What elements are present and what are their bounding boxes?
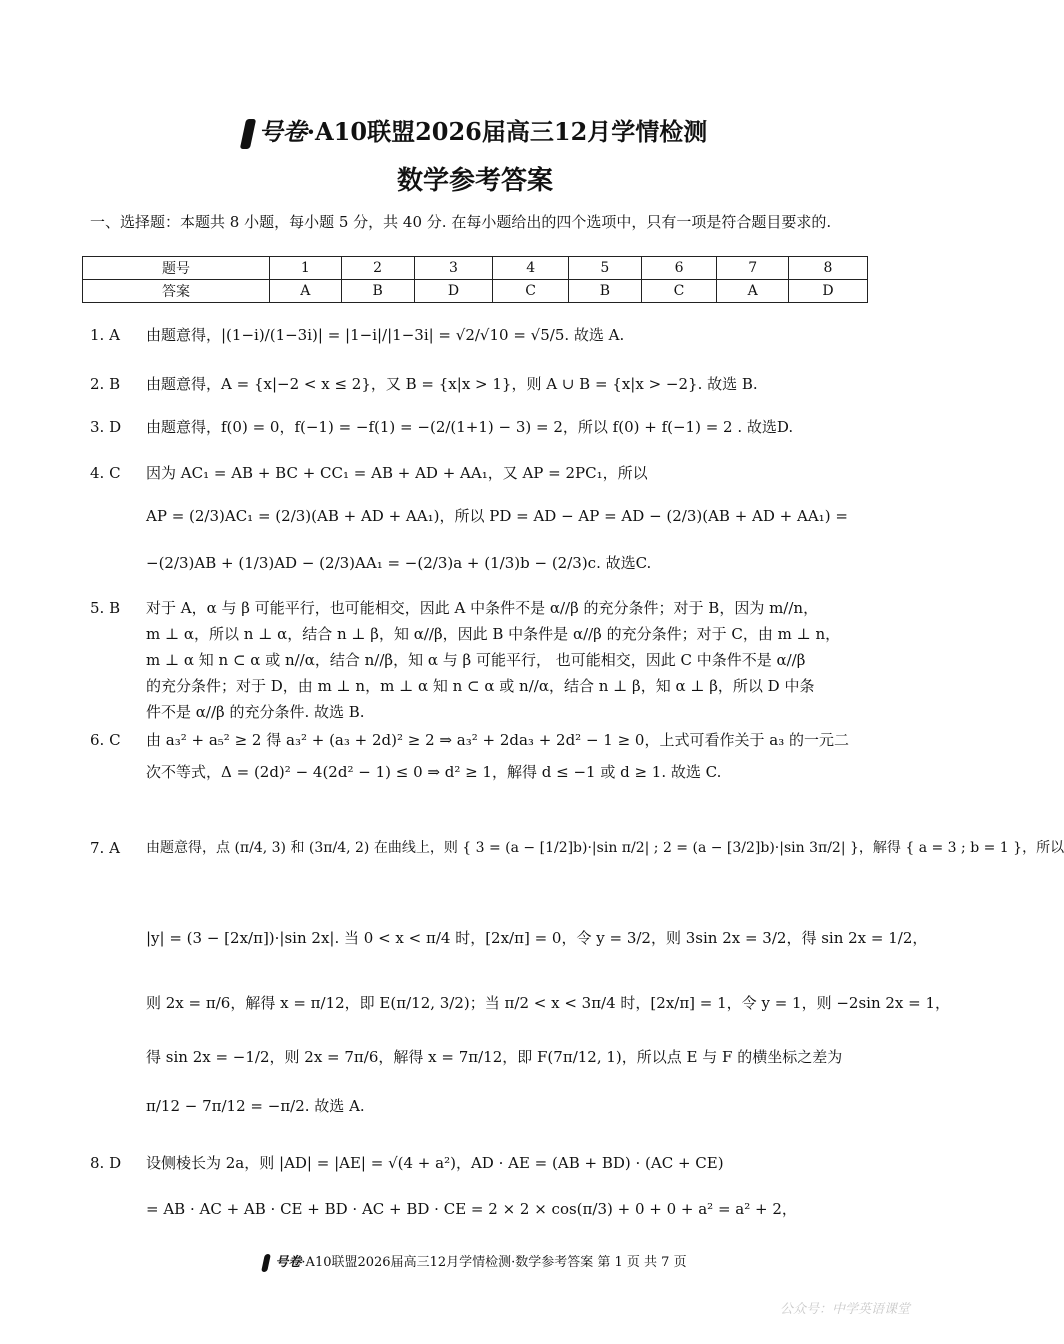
table-cell: D <box>414 280 493 303</box>
footer-text: ·A10联盟2026届高三12月学情检测·数学参考答案 第 1 页 共 7 页 <box>301 1255 687 1270</box>
solution-5-line: 的充分条件；对于 D，由 m ⊥ n，m ⊥ α 知 n ⊂ α 或 n//α，结合 n ⊥ β，知 α ⊥ β，所以 D 中条 <box>146 677 815 695</box>
answer-table <box>82 256 868 303</box>
solution-8-number: 8. D <box>90 1154 122 1172</box>
footer-logo-icon <box>261 1254 271 1272</box>
solution-1-number: 1. A <box>90 326 120 344</box>
solution-7-line: π/12 − 7π/12 = −π/2. 故选 A. <box>146 1097 365 1115</box>
solution-6-line: 次不等式，Δ = (2d)² − 4(2d² − 1) ≤ 0 ⇒ d² ≥ 1，解得 d ≤ −1 或 d ≥ 1. 故选 C. <box>146 763 722 781</box>
solution-5-line: 对于 A，α 与 β 可能平行，也可能相交，因此 A 中条件不是 α//β 的充分条件；对于 B，因为 m//n， <box>146 599 819 617</box>
brand-logo-icon <box>240 119 256 149</box>
solution-4-line: 因为 AC₁ = AB + BC + CC₁ = AB + AD + AA₁，又 AP = 2PC₁，所以 <box>146 464 648 482</box>
table-cell: 7 <box>717 257 789 280</box>
table-cell: 4 <box>493 257 569 280</box>
table-cell: C <box>641 280 717 303</box>
table-cell: A <box>717 280 789 303</box>
solution-6-line: 由 a₃² + a₅² ≥ 2 得 a₃² + (a₃ + 2d)² ≥ 2 ⇒ a₃² + 2da₃ + 2d² − 1 ≥ 0，上式可看作关于 a₃ 的一元二 <box>146 731 849 749</box>
table-cell: 5 <box>568 257 641 280</box>
brand-logo-text: 号卷 <box>258 117 307 146</box>
solution-1-text: 由题意得，|(1−i)/(1−3i)| = |1−i|/|1−3i| = √2/√10 = √5/5. 故选 A. <box>146 326 625 344</box>
solution-5-number: 5. B <box>90 599 121 617</box>
section-heading: 一、选择题：本题共 8 小题，每小题 5 分，共 40 分. 在每小题给出的四个选项中，只有一项是符合题目要求的. <box>90 213 832 231</box>
page-subtitle: 数学参考答案 <box>396 166 553 196</box>
page-footer <box>0 1251 950 1272</box>
page-title <box>0 112 950 149</box>
solution-3-number: 3. D <box>90 418 122 436</box>
solution-7-number: 7. A <box>90 839 120 857</box>
solution-7-line: 由题意得，点 (π/4, 3) 和 (3π/4, 2) 在曲线上，则 { 3 = (a − [1/2]b)·|sin π/2| ; 2 = (a − [3/2]b)·|sin 3π/2| }，解得 { a = 3 ; b = 1 }，所以 <box>146 840 1064 856</box>
table-cell: 8 <box>789 257 868 280</box>
solution-4-number: 4. C <box>90 464 121 482</box>
solution-4-line: AP = (2/3)AC₁ = (2/3)(AB + AD + AA₁)，所以 PD = AD − AP = AD − (2/3)(AB + AD + AA₁) = <box>146 507 848 525</box>
table-cell: D <box>789 280 868 303</box>
solution-8-line: 设侧棱长为 2a，则 |AD| = |AE| = √(4 + a²)，AD · AE = (AB + BD) · (AC + CE) <box>146 1154 724 1172</box>
solution-2-number: 2. B <box>90 375 121 393</box>
solution-5-line: 件不是 α//β 的充分条件. 故选 B. <box>146 703 365 721</box>
solution-6-number: 6. C <box>90 731 121 749</box>
table-cell: B <box>341 280 414 303</box>
solution-5-line: m ⊥ α 知 n ⊂ α 或 n//α，结合 n//β，知 α 与 β 可能平行， 也可能相交，因此 C 中条件不是 α//β <box>146 651 806 669</box>
table-row-answers <box>83 280 868 303</box>
table-cell: C <box>493 280 569 303</box>
solution-2-text: 由题意得，A = {x|−2 < x ≤ 2}，又 B = {x|x > 1}，则 A ∪ B = {x|x > −2}. 故选 B. <box>146 375 758 393</box>
solution-8-line: = AB · AC + AB · CE + BD · AC + BD · CE = 2 × 2 × cos(π/3) + 0 + 0 + a² = a² + 2， <box>146 1200 797 1218</box>
solution-4-line: −(2/3)AB + (1/3)AD − (2/3)AA₁ = −(2/3)a + (1/3)b − (2/3)c. 故选C. <box>146 554 652 572</box>
solution-7-line: 得 sin 2x = −1/2，则 2x = 7π/6，解得 x = 7π/12，即 F(7π/12, 1)，所以点 E 与 F 的横坐标之差为 <box>146 1048 843 1066</box>
table-cell: 2 <box>341 257 414 280</box>
exam-title: ·A10联盟2026届高三12月学情检测 <box>306 117 708 146</box>
table-cell: 6 <box>641 257 717 280</box>
solution-7-line: |y| = (3 − [2x/π])·|sin 2x|. 当 0 < x < π/4 时，[2x/π] = 0，令 y = 3/2，则 3sin 2x = 3/2，得 sin 2x = 1/2， <box>146 929 928 947</box>
table-cell: A <box>269 280 341 303</box>
watermark: 公众号：中学英语课堂 <box>779 1302 910 1317</box>
table-cell: 3 <box>414 257 493 280</box>
table-cell: B <box>568 280 641 303</box>
solution-5-line: m ⊥ α，所以 n ⊥ α，结合 n ⊥ β，知 α//β，因此 B 中条件是 α//β 的充分条件；对于 C，由 m ⊥ n， <box>146 625 841 643</box>
solution-7-line: 则 2x = π/6，解得 x = π/12，即 E(π/12, 3/2)；当 π/2 < x < 3π/4 时，[2x/π] = 1，令 y = 1，则 −2sin 2x = 1， <box>146 994 951 1012</box>
table-header-cell: 题号 <box>83 257 270 280</box>
table-cell: 1 <box>269 257 341 280</box>
solution-3-text: 由题意得，f(0) = 0，f(−1) = −f(1) = −(2/(1+1) − 3) = 2，所以 f(0) + f(−1) = 2 . 故选D. <box>146 418 794 436</box>
table-header-cell: 答案 <box>83 280 270 303</box>
footer-logo-text: 号卷 <box>275 1255 302 1270</box>
table-row-numbers <box>83 257 868 280</box>
